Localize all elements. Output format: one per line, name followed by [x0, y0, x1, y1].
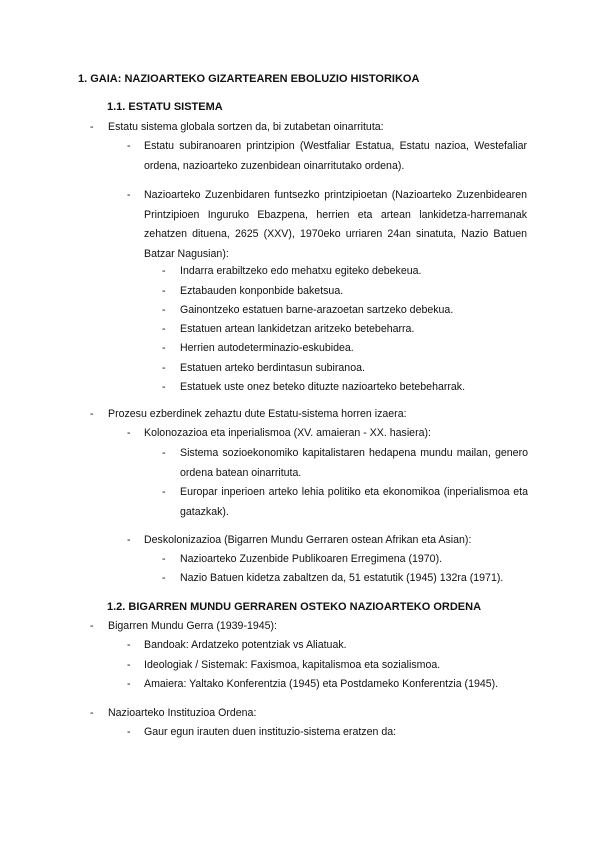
list-item-text: Estatu subiranoaren printzipion (Westfaliar Estatua, Estatu nazioa, Westefaliar ordena, nazioarteko zuzenbidean oinarritutako ordena).: [144, 140, 527, 172]
section-heading: 1.2. BIGARREN MUNDU GERRAREN OSTEKO NAZIOARTEKO ORDENA: [107, 601, 482, 613]
list-item: [90, 405, 530, 425]
bullet-dash: -: [162, 447, 166, 459]
bullet-dash: -: [90, 408, 94, 420]
list-item-text: Estatuen arteko berdintasun subiranoa.: [180, 362, 365, 374]
list-item: [90, 617, 530, 637]
list-item-text: Bigarren Mundu Gerra (1939-1945):: [108, 620, 278, 632]
list-item-text: Deskolonizazioa (Bigarren Mundu Gerraren ostean Afrikan eta Asian):: [144, 534, 472, 546]
bullet-dash: -: [127, 427, 131, 439]
list-item: [90, 704, 530, 724]
list-item: [162, 301, 532, 321]
bullet-dash: -: [90, 620, 94, 632]
list-item: [127, 675, 537, 695]
list-item: [127, 424, 527, 444]
bullet-dash: -: [162, 265, 166, 277]
list-item-text: Gaur egun irauten duen instituzio-sistema eratzen da:: [144, 726, 397, 738]
list-item: [127, 531, 527, 551]
list-item-text: Estatuek uste onez beteko dituzte nazioarteko betebeharrak.: [180, 381, 466, 393]
list-item: [162, 320, 532, 340]
list-item: [127, 723, 527, 743]
bullet-dash: -: [90, 121, 94, 133]
list-item-text: Nazioarteko Zuzenbide Publikoaren Erregimena (1970).: [180, 553, 443, 565]
list-item: [162, 282, 532, 302]
list-item-text: Nazio Batuen kidetza zabaltzen da, 51 estatutik (1945) 132ra (1971).: [180, 572, 504, 584]
bullet-dash: -: [162, 486, 166, 498]
list-item-text: Herrien autodeterminazio-eskubidea.: [180, 342, 354, 354]
bullet-dash: -: [127, 726, 131, 738]
bullet-dash: -: [127, 678, 131, 690]
list-item-text: Sistema sozioekonomiko kapitalistaren hedapena mundu mailan, genero ordena batean oinarrituta.: [180, 447, 528, 479]
bullet-dash: -: [162, 342, 166, 354]
list-item-text: Europar inperioen arteko lehia politiko eta ekonomikoa (inperialismoa eta gatazkak).: [180, 486, 528, 518]
list-item-text: Bandoak: Ardatzeko potentziak vs Aliatuak.: [144, 639, 347, 651]
list-item: [90, 118, 530, 138]
list-item-text: Indarra erabiltzeko edo mehatxu egiteko debekeua.: [180, 265, 422, 277]
bullet-dash: -: [162, 362, 166, 374]
bullet-dash: -: [127, 534, 131, 546]
section-heading: 1.1. ESTATU SISTEMA: [107, 101, 223, 113]
list-item: [127, 656, 527, 676]
list-item: [127, 636, 527, 656]
list-item: [127, 186, 527, 264]
list-item: [162, 444, 528, 483]
bullet-dash: -: [162, 285, 166, 297]
list-item-text: Estatuen artean lankidetzan aritzeko betebeharra.: [180, 323, 415, 335]
list-item-text: Prozesu ezberdinek zehaztu dute Estatu-sistema horren izaera:: [108, 408, 407, 420]
list-item-text: Nazioarteko Zuzenbidaren funtsezko printzipioetan (Nazioarteko Zuzenbidearen Printzipioen Inguruko Ebazpena, herrien eta artean lankidetza-harremanak zehatzen dituena, 2625 (XXV), 1970eko urriaren 24an sinatuta, Nazio Batuen Batzar Nagusian):: [144, 189, 527, 260]
list-item-text: Eztabauden konponbide baketsua.: [180, 285, 344, 297]
chapter-title: 1. GAIA: NAZIOARTEKO GIZARTEAREN EBOLUZIO HISTORIKOA: [78, 73, 420, 85]
bullet-dash: -: [162, 381, 166, 393]
bullet-dash: -: [127, 189, 131, 201]
list-item: [127, 137, 527, 176]
list-item: [162, 569, 528, 589]
list-item: [162, 483, 528, 522]
bullet-dash: -: [162, 304, 166, 316]
bullet-dash: -: [162, 323, 166, 335]
list-item-text: Nazioarteko Instituzioa Ordena:: [108, 707, 257, 719]
list-item: [162, 262, 532, 282]
list-item-text: Ideologiak / Sistemak: Faxismoa, kapitalismoa eta sozialismoa.: [144, 659, 441, 671]
bullet-dash: -: [90, 707, 94, 719]
list-item: [162, 550, 528, 570]
bullet-dash: -: [162, 553, 166, 565]
list-item-text: Kolonozazioa eta inperialismoa (XV. amaieran - XX. hasiera):: [144, 427, 431, 439]
bullet-dash: -: [127, 140, 131, 152]
list-item: [162, 378, 532, 398]
list-item-text: Amaiera: Yaltako Konferentzia (1945) eta Postdameko Konferentzia (1945).: [144, 678, 499, 690]
list-item-text: Gainontzeko estatuen barne-arazoetan sartzeko debekua.: [180, 304, 454, 316]
list-item: [162, 359, 532, 379]
bullet-dash: -: [127, 659, 131, 671]
list-item: [162, 339, 532, 359]
bullet-dash: -: [127, 639, 131, 651]
list-item-text: Estatu sistema globala sortzen da, bi zutabetan oinarrituta:: [108, 121, 384, 133]
bullet-dash: -: [162, 572, 166, 584]
